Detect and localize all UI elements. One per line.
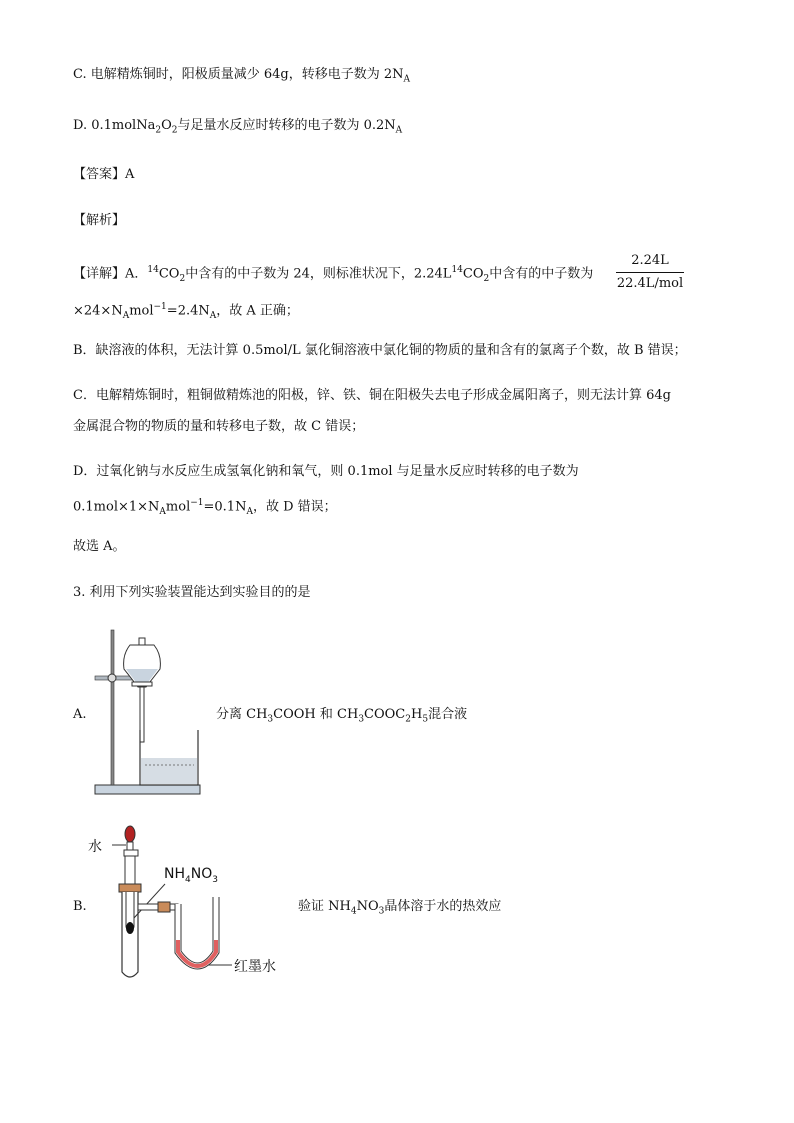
fraction-bar bbox=[616, 272, 684, 273]
option-d: D. $0.1molNa_2O_2$与足量水反应时转移的电子数为 $0.2N_A$ bbox=[73, 118, 403, 136]
fraction bbox=[616, 252, 684, 293]
option-b-letter: B. bbox=[73, 899, 87, 914]
detail-line-c2: 金属混合物的物质的量和转移电子数，故 C 错误； bbox=[73, 419, 365, 434]
analysis-heading: 【解析】 bbox=[73, 213, 126, 228]
separatory-funnel-apparatus bbox=[90, 625, 210, 800]
calc-line-d: $0.1mol\times 1\times N_Amol^{-1}=0.1N_A$，故 D 错误； bbox=[73, 498, 337, 517]
conclusion: 故选 A。 bbox=[73, 539, 126, 554]
water-label: 水 bbox=[88, 839, 102, 855]
answer: 【答案】A bbox=[73, 167, 135, 182]
detail-line-c1: C．电解精炼铜时，粗铜做精炼池的阳极，锌、铁、铜在阳极失去电子形成金属阳离子，则无法计算 64g bbox=[73, 388, 671, 403]
calc-line-a: $\times 24\times N_Amol^{-1}=2.4N_A$，故 A 正确； bbox=[73, 302, 299, 321]
option-b-text: 验证 $NH_4NO_3$晶体溶于水的热效应 bbox=[298, 899, 502, 917]
detail-line-b: B．缺溶液的体积，无法计算 0.5mol/L 氯化铜溶液中氯化铜的物质的量和含有的氯离子个数，故 B 错误； bbox=[73, 343, 687, 358]
detail-line-d1: D．过氧化钠与水反应生成氢氧化钠和氧气，则 0.1mol 与足量水反应时转移的电子数为 bbox=[73, 464, 579, 479]
option-a-text: 分离 $CH_3COOH$ 和 $CH_3COOC_2H_5$混合液 bbox=[216, 707, 468, 725]
option-c: C. 电解精炼铜时，阳极质量减少 64g，转移电子数为 $2N_A$ bbox=[73, 67, 411, 85]
fraction-numerator: 2.24L bbox=[631, 253, 669, 268]
nh4no3-label: $NH_4NO_3$ bbox=[164, 866, 218, 885]
question-3: 3. 利用下列实验装置能达到实验目的的是 bbox=[73, 585, 311, 600]
red-ink-label: 红墨水 bbox=[234, 959, 276, 975]
detail-line-a: 【详解】A．$^{14}CO_2$中含有的中子数为 24，则标准状况下，$2.24L^{14}CO_2$中含有的中子数为 bbox=[73, 265, 594, 284]
option-a-letter: A. bbox=[73, 707, 87, 722]
fraction-denominator: 22.4L/mol bbox=[616, 276, 684, 291]
